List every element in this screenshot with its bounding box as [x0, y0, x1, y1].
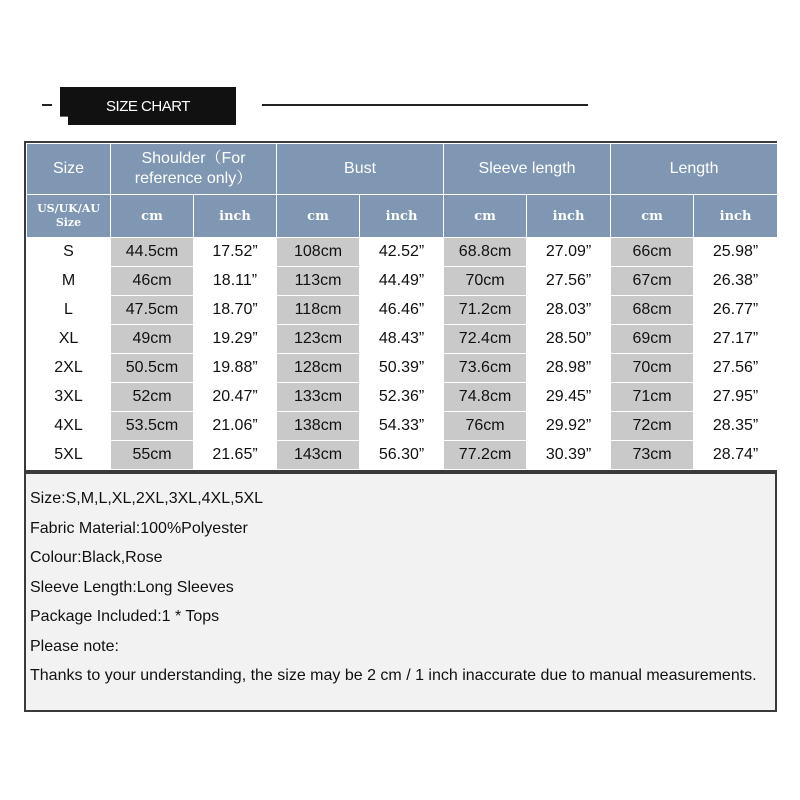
length-inch-cell: 27.17”	[694, 325, 778, 354]
header-size-region: US/UK/AU Size	[27, 195, 111, 238]
length-inch-cell: 28.74”	[694, 441, 778, 470]
header-size: Size	[27, 144, 111, 195]
unit-header-inch: inch	[194, 195, 277, 238]
size-cell: 5XL	[27, 441, 111, 470]
bust-inch-cell: 54.33”	[360, 412, 444, 441]
shoulder-cm-cell: 52cm	[111, 383, 194, 412]
header-length: Length	[611, 144, 778, 195]
size-cell: M	[27, 267, 111, 296]
sleeve-cm-cell: 72.4cm	[444, 325, 527, 354]
sleeve-cm-cell: 70cm	[444, 267, 527, 296]
size-cell: 2XL	[27, 354, 111, 383]
unit-header-inch: inch	[360, 195, 444, 238]
banner-rule	[262, 104, 588, 106]
sleeve-inch-cell: 28.98”	[527, 354, 611, 383]
length-cm-cell: 73cm	[611, 441, 694, 470]
sleeve-cm-cell: 76cm	[444, 412, 527, 441]
sleeve-cm-cell: 74.8cm	[444, 383, 527, 412]
sleeve-inch-cell: 29.92”	[527, 412, 611, 441]
table-row	[27, 325, 778, 354]
length-inch-cell: 27.56”	[694, 354, 778, 383]
table-row	[27, 354, 778, 383]
bust-cm-cell: 143cm	[277, 441, 360, 470]
group-header-row	[27, 144, 778, 195]
shoulder-cm-cell: 55cm	[111, 441, 194, 470]
note-sleeve: Sleeve Length:Long Sleeves	[30, 578, 234, 596]
table-row	[27, 383, 778, 412]
length-inch-cell: 25.98”	[694, 238, 778, 267]
length-cm-cell: 67cm	[611, 267, 694, 296]
length-cm-cell: 66cm	[611, 238, 694, 267]
size-cell: 3XL	[27, 383, 111, 412]
sleeve-inch-cell: 28.50”	[527, 325, 611, 354]
bust-inch-cell: 56.30”	[360, 441, 444, 470]
length-cm-cell: 68cm	[611, 296, 694, 325]
note-package: Package Included:1 * Tops	[30, 608, 220, 625]
length-cm-cell: 71cm	[611, 383, 694, 412]
length-cm-cell: 72cm	[611, 412, 694, 441]
sleeve-cm-cell: 73.6cm	[444, 354, 527, 383]
bust-cm-cell: 113cm	[277, 267, 360, 296]
product-notes	[24, 472, 777, 712]
size-table	[24, 141, 777, 472]
unit-header-cm: cm	[611, 195, 694, 238]
sleeve-cm-cell: 71.2cm	[444, 296, 527, 325]
unit-header-inch: inch	[527, 195, 611, 238]
length-inch-cell: 28.35”	[694, 412, 778, 441]
sleeve-cm-cell: 68.8cm	[444, 238, 527, 267]
shoulder-cm-cell: 49cm	[111, 325, 194, 354]
length-cm-cell: 69cm	[611, 325, 694, 354]
note-sizes: Size:S,M,L,XL,2XL,3XL,4XL,5XL	[30, 490, 264, 507]
sleeve-inch-cell: 27.09”	[527, 238, 611, 267]
bust-inch-cell: 44.49”	[360, 267, 444, 296]
bust-cm-cell: 123cm	[277, 325, 360, 354]
bust-cm-cell: 138cm	[277, 412, 360, 441]
header-sleeve-length: Sleeve length	[444, 144, 611, 195]
sleeve-inch-cell: 30.39”	[527, 441, 611, 470]
note-fabric: Fabric Material:100%Polyester	[30, 519, 248, 537]
banner-left-dash	[42, 104, 52, 106]
bust-inch-cell: 52.36”	[360, 383, 444, 412]
header-shoulder: Shoulder（For reference only）	[111, 144, 277, 195]
length-inch-cell: 26.38”	[694, 267, 778, 296]
bust-cm-cell: 133cm	[277, 383, 360, 412]
length-cm-cell: 70cm	[611, 354, 694, 383]
shoulder-inch-cell: 21.06”	[194, 412, 277, 441]
sleeve-cm-cell: 77.2cm	[444, 441, 527, 470]
shoulder-inch-cell: 19.88”	[194, 354, 277, 383]
bust-cm-cell: 108cm	[277, 238, 360, 267]
shoulder-cm-cell: 53.5cm	[111, 412, 194, 441]
note-colour: Colour:Black,Rose	[30, 549, 163, 566]
shoulder-inch-cell: 17.52”	[194, 238, 277, 267]
shoulder-cm-cell: 50.5cm	[111, 354, 194, 383]
sleeve-inch-cell: 28.03”	[527, 296, 611, 325]
bust-inch-cell: 46.46”	[360, 296, 444, 325]
table-row	[27, 296, 778, 325]
unit-header-row	[27, 195, 778, 238]
shoulder-inch-cell: 20.47”	[194, 383, 277, 412]
size-cell: 4XL	[27, 412, 111, 441]
length-inch-cell: 27.95”	[694, 383, 778, 412]
shoulder-cm-cell: 47.5cm	[111, 296, 194, 325]
bust-inch-cell: 42.52”	[360, 238, 444, 267]
shoulder-cm-cell: 46cm	[111, 267, 194, 296]
bust-cm-cell: 128cm	[277, 354, 360, 383]
unit-header-cm: cm	[111, 195, 194, 238]
sleeve-inch-cell: 29.45”	[527, 383, 611, 412]
shoulder-inch-cell: 18.70”	[194, 296, 277, 325]
note-disclaimer: Thanks to your understanding, the size may be 2 cm / 1 inch inaccurate due to manual measurements.	[30, 667, 757, 684]
bust-cm-cell: 118cm	[277, 296, 360, 325]
table-row	[27, 238, 778, 267]
shoulder-inch-cell: 18.11”	[194, 267, 277, 296]
shoulder-inch-cell: 21.65”	[194, 441, 277, 470]
banner-title: SIZE CHART	[106, 97, 190, 115]
shoulder-inch-cell: 19.29”	[194, 325, 277, 354]
size-cell: S	[27, 238, 111, 267]
bust-inch-cell: 50.39”	[360, 354, 444, 383]
unit-header-inch: inch	[694, 195, 778, 238]
size-cell: L	[27, 296, 111, 325]
bust-inch-cell: 48.43”	[360, 325, 444, 354]
unit-header-cm: cm	[277, 195, 360, 238]
size-cell: XL	[27, 325, 111, 354]
shoulder-cm-cell: 44.5cm	[111, 238, 194, 267]
table-row	[27, 441, 778, 470]
note-please-note: Please note:	[30, 637, 119, 655]
unit-header-cm: cm	[444, 195, 527, 238]
table-row	[27, 267, 778, 296]
length-inch-cell: 26.77”	[694, 296, 778, 325]
header-bust: Bust	[277, 144, 444, 195]
table-row	[27, 412, 778, 441]
sleeve-inch-cell: 27.56”	[527, 267, 611, 296]
